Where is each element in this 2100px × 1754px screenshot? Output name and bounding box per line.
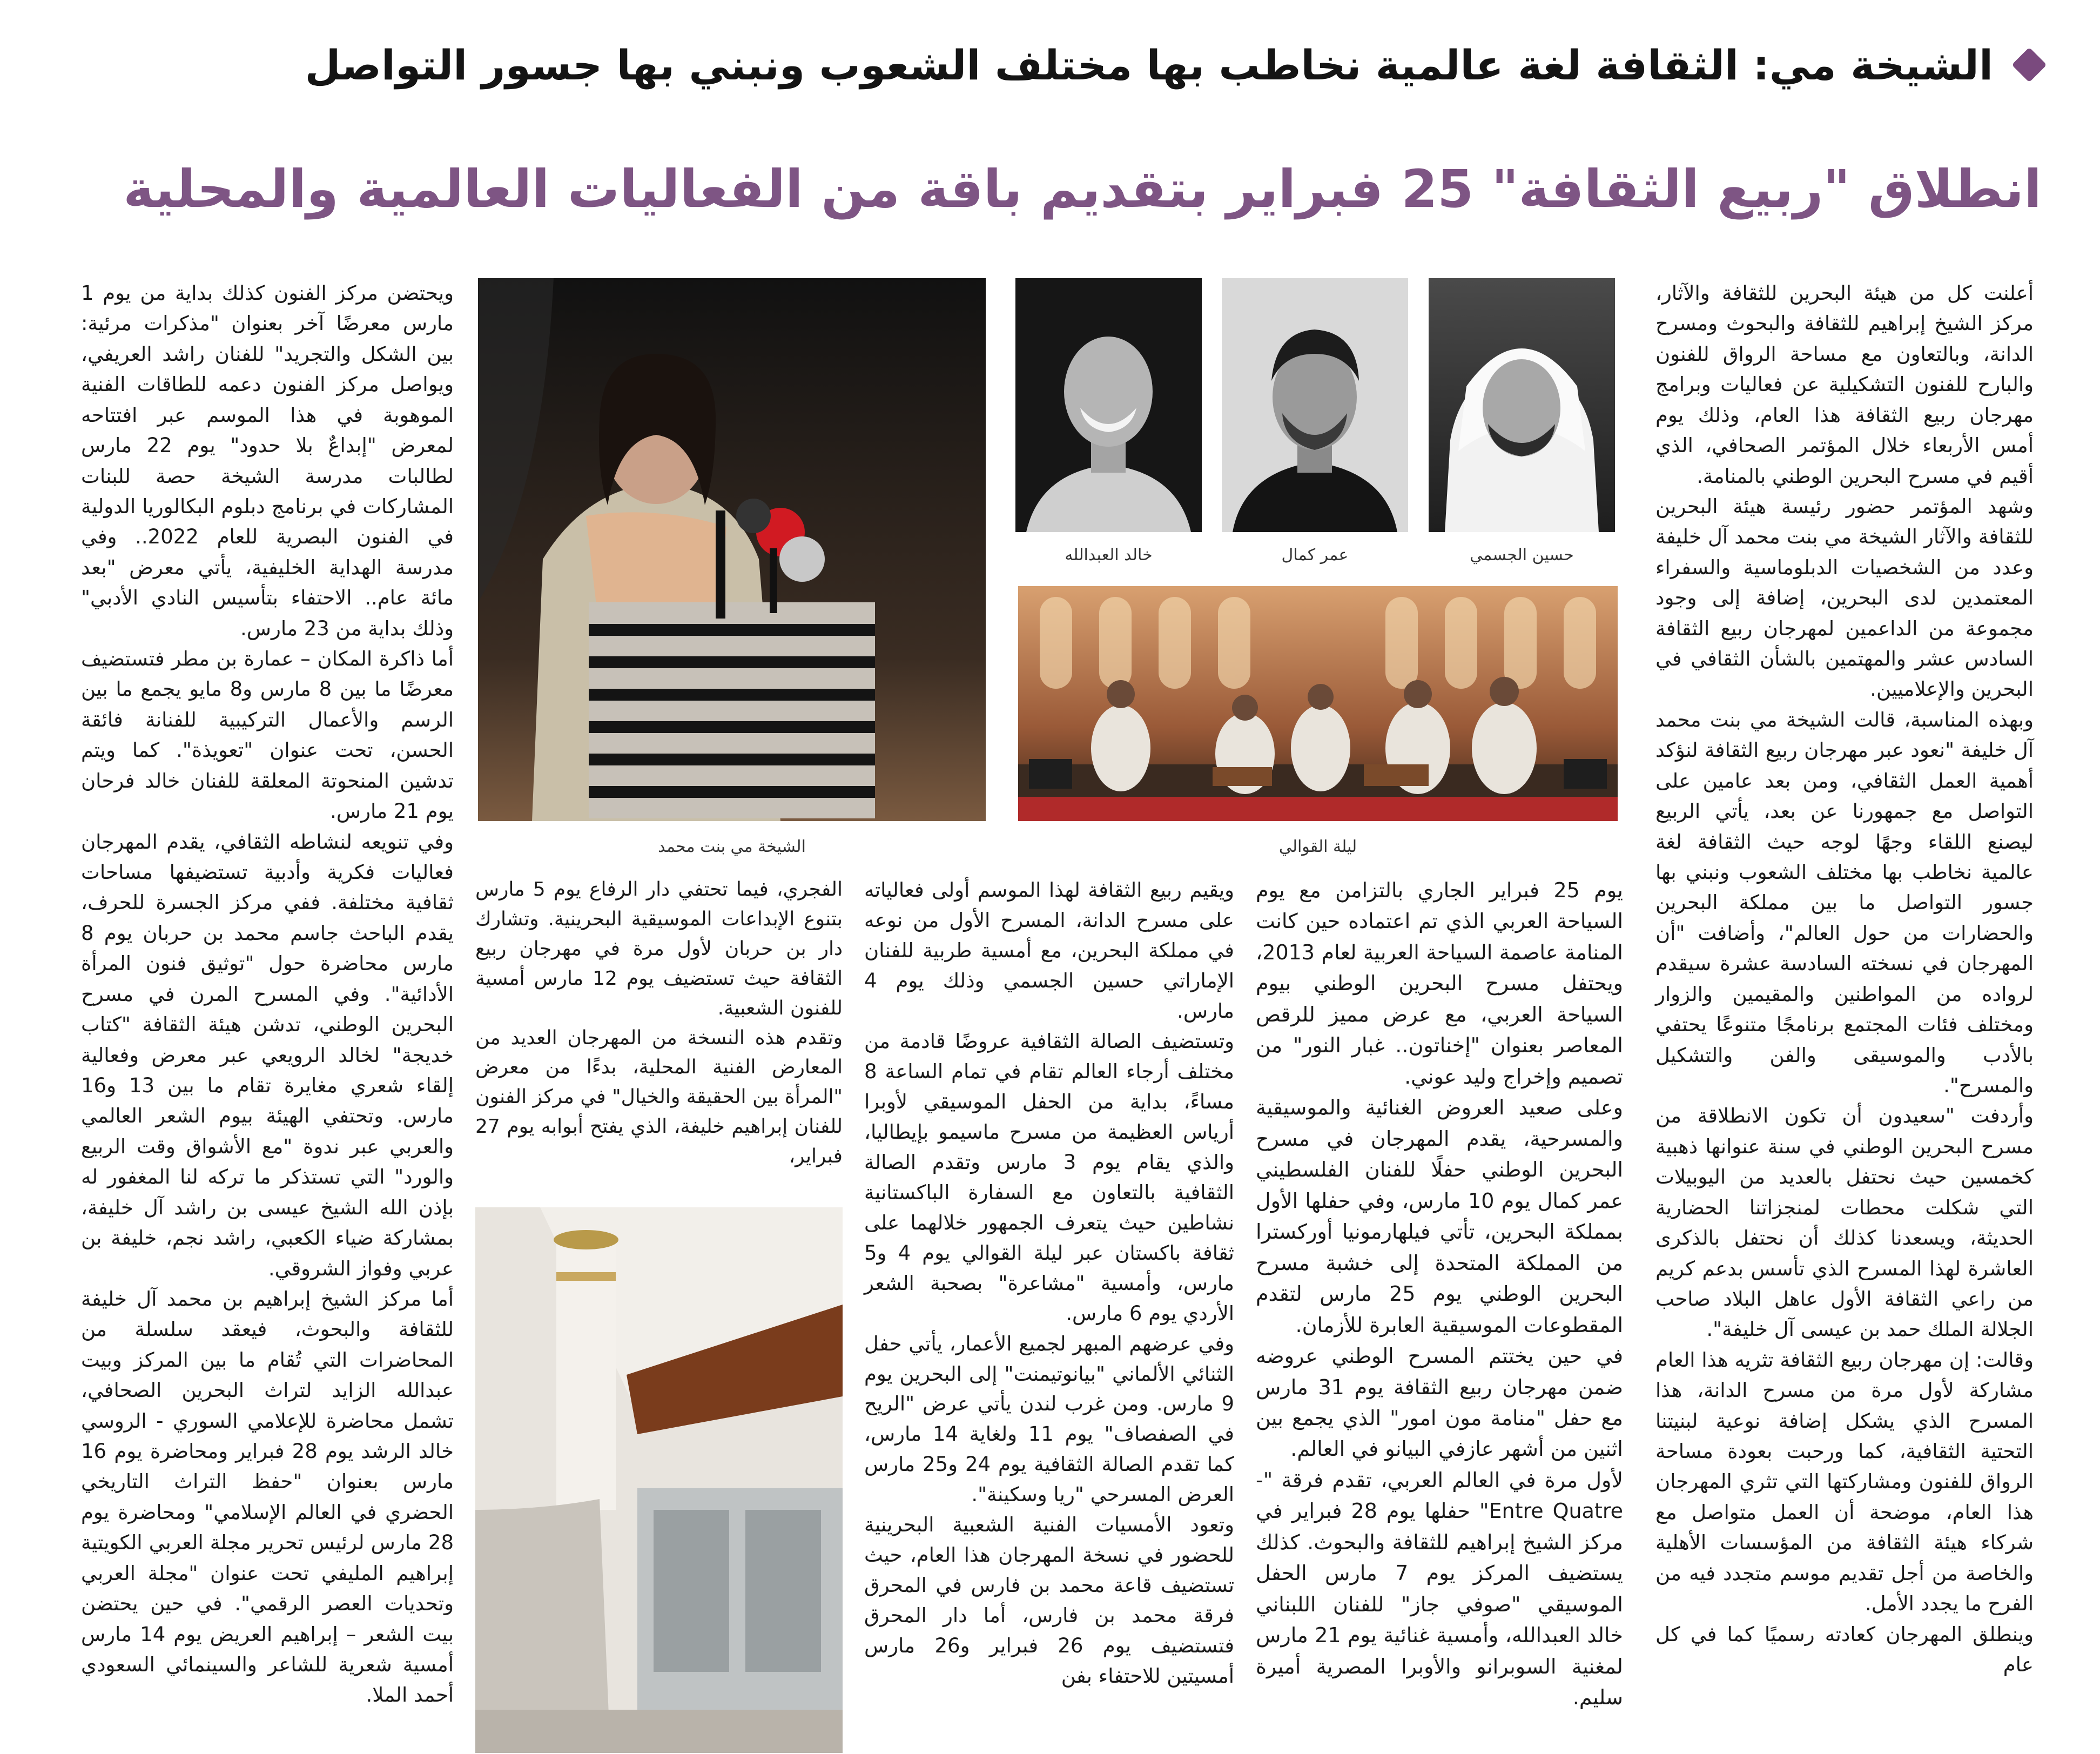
paragraph: أما ذاكرة المكان – عمارة بن مطر فتستضيف معرضًا ما بين 8 مارس و8 مايو يجمع ما بين الرسم والأعمال التركيبية للفنانة فائقة الحسن، تحت عنوان "تعويذة". كما ويتم تدشين المنحوتة المعلقة للفنان خالد فرحان يوم 21 مارس. [81, 647, 454, 823]
paragraph: وينطلق المهرجان كعادته رسميًا كما في كل عام [1655, 1622, 2034, 1676]
caption-qawwali: ليلة القوالي [1278, 837, 1357, 856]
paragraph: وتقدم هذه النسخة من المهرجان العديد من المعارض الفنية المحلية، بدءًا من معرض "المرأة بين الحقيقة والخيال" في مركز الفنون للفنان إبراهيم خليفة، الذي يفتح أبوابه يوم 27 فبراير، [475, 1026, 843, 1168]
paragraph: يوم 25 فبراير الجاري بالتزامن مع يوم السياحة العربي الذي تم اعتماده حين كانت المنامة عاصمة السياحة العربية لعام 2013، ويحتفل مسرح البحرين الوطني بيوم السياحة العربي، مع عرض مميز للرقص المعاصر بعنوان "إخناتون.. غبار النور" من تصميم وإخراج وليد عوني. [1256, 878, 1623, 1088]
portrait-omar-kamal [1222, 278, 1408, 532]
portrait-hussain-aljasmi [1429, 278, 1615, 532]
portrait-khaled-alabdullah [1015, 278, 1202, 532]
paragraph: وشهد المؤتمر حضور رئيسة هيئة البحرين للثقافة والآثار الشيخة مي بنت محمد آل خليفة وعدد من الشخصيات الدبلوماسية والسفراء المعتمدين لدى البحرين، إضافة إلى وجود مجموعة من الداعمين لمهرجان ربيع الثقافة السادس عشر والمهتمين بالشأن الثقافي في البحرين والإعلاميين. [1655, 494, 2034, 701]
paragraph: وأردفت "سعيدون أن تكون الانطلاقة من مسرح البحرين الوطني في سنة عنوانها ذهبية كخمسين حيث نحتفل بالعديد من اليوبيلات التي شكلت محطات لمنجزاتنا الحضارية الحديثة، ويسعدنا كذلك أن نحتفل بالذكرى العاشرة لهذا المسرح الذي تأسس بدعم كريم من راعي الثقافة الأول عاهل البلاد صاحب الجلالة الملك حمد بن عيسى آل خليفة". [1655, 1104, 2034, 1341]
paragraph: وعلى صعيد العروض الغنائية والموسيقية والمسرحية، يقدم المهرجان في مسرح البحرين الوطني حفلًا للفنان الفلسطيني عمر كمال يوم 10 مارس، وفي حفلها الأول بمملكة البحرين، تأتي فيلهارمونيا أوركسترا من المملكة المتحدة إلى خشبة مسرح البحرين الوطني يوم 25 مارس لتقدم المقطوعات الموسيقية العابرة للأزمان. [1256, 1096, 1624, 1337]
paragraph: وقالت: إن مهرجان ربيع الثقافة تثريه هذا العام مشاركة لأول مرة من مسرح الدانة، هذا المسرح الذي يشكل إضافة نوعية لبنيتنا التحتية الثقافية، كما ورحبت بعودة مساحة الرواق للفنون ومشاركتها التي تثري المهرجان هذا العام، موضحة أن العمل متواصل مع شركاء هيئة الثقافة من المؤسسات الأهلية والخاصة من أجل تقديم موسم متجدد فيه من الفرح ما يجدد الأمل. [1655, 1348, 2034, 1616]
paragraph: وبهذه المناسبة، قالت الشيخة مي بنت محمد آل خليفة "نعود عبر مهرجان ربيع الثقافة لنؤكد أهمية العمل الثقافي، ومن بعد عامين على التواصل مع جمهورنا عن بعد، يأتي الربيع ليصنع اللقاء وجهًا لوجه حيث الثقافة لغة عالمية نخاطب بها مختلف الشعوب ونبني بها جسور التواصل ما بين مملكة البحرين والحضارات من حول العالم"، وأضافت "أن المهرجان في نسخته السادسة عشرة سيقدم لرواده من المواطنين والمقيمين والزوار ومختلف فئات المجتمع برنامجًا متنوعًا يحتفي بالأدب والموسيقى والفن والتشكيل والمسرح". [1655, 708, 2034, 1097]
article-column-3 [864, 875, 1234, 1712]
paragraph: ويقيم ربيع الثقافة لهذا الموسم أولى فعالياته على مسرح الدانة، المسرح الأول من نوعه في مملكة البحرين، مع أمسية طربية للفنان الإماراتي حسين الجسمي وذلك يوم 4 مارس. [864, 878, 1234, 1023]
article-column-4 [475, 875, 843, 1178]
paragraph: ويحتضن مركز الفنون كذلك بداية من يوم 1 مارس معرضًا آخر بعنوان "مذكرات مرئية: بين الشكل والتجريد" للفنان راشد العريفي، ويواصل مركز الفنون دعمه للطاقات الفنية الموهوبة في هذا الموسم عبر افتتاحه لمعرض "إبداعٌ بلا حدود" يوم 22 مارس لطالبات مدرسة الشيخة حصة للبنات المشاركات في برنامج دبلوم البكالوريا الدولية في الفنون البصرية للعام 2022.. وفي مدرسة الهداية الخليفية، يأتي معرض "بعد مائة عام.. الاحتفاء بتأسيس النادي الأدبي" وذلك بداية من 23 مارس. [81, 281, 454, 640]
kicker-line [270, 30, 2042, 100]
paragraph: الفجري، فيما تحتفي دار الرفاع يوم 5 مارس بتنوع الإبداعات الموسيقية البحرينية. وتشارك دار بن حربان لأول مرة في مهرجان ربيع الثقافة حيث تستضيف يوم 12 مارس أمسية للفنون الشعبية. [475, 878, 843, 1019]
qawwali-night-photo [1018, 586, 1618, 821]
article-column-5 [81, 278, 454, 1710]
architecture-photo [475, 1207, 843, 1753]
headline: انطلاق "ربيع الثقافة" 25 فبراير بتقديم باقة من الفعاليات العالمية والمحلية [123, 159, 2042, 219]
paragraph: في حين يختتم المسرح الوطني عروضه ضمن مهرجان ربيع الثقافة يوم 31 مارس مع حفل "منامة مون امور" الذي يجمع بين اثنين من أشهر عازفي البيانو في العالم. [1256, 1344, 1623, 1461]
caption-omar: عمر كمال [1281, 546, 1349, 564]
caption-khaled: خالد العبدالله [1065, 546, 1153, 564]
article-column-2 [1256, 875, 1623, 1712]
paragraph: أما مركز الشيخ إبراهيم بن محمد آل خليفة للثقافة والبحوث، فيعقد سلسلة من المحاضرات التي تُقام ما بين المركز وبيت عبدالله الزايد لتراث البحرين الصحافي، تشمل محاضرة للإعلامي السوري - الروسي خالد الرشد يوم 28 فبراير ومحاضرة يوم 16 مارس بعنوان "حفظ التراث التاريخي الحضري في العالم الإسلامي" ومحاضرة يوم 28 مارس لرئيس تحرير مجلة العربي الكويتية إبراهيم المليفي تحت عنوان "مجلة العربي وتحديات العصر الرقمي". في حين يحتضن بيت الشعر – إبراهيم العريض يوم 14 مارس أمسية شعرية للشاعر والسينمائي السعودي أحمد الملا. [81, 1287, 454, 1707]
paragraph: وتعود الأمسيات الفنية الشعبية البحرينية للحضور في نسخة المهرجان هذا العام، حيث تستضيف قاعة محمد بن فارس في المحرق فرقة محمد بن فارس، أما دار المحرق فتستضيف يوم 26 فبراير و26 مارس أمسيتين للاحتفاء بفن [864, 1513, 1235, 1688]
paragraph: أعلنت كل من هيئة البحرين للثقافة والآثار، مركز الشيخ إبراهيم للثقافة والبحوث ومسرح الدانة، وبالتعاون مع مساحة الرواق للفنون والبارح للفنون التشكيلية عن فعاليات وبرامج مهرجان ربيع الثقافة هذا العام، وذلك يوم أمس الأربعاء خلال المؤتمر الصحافي، الذي أقيم في مسرح البحرين الوطني بالمنامة. [1655, 281, 2034, 488]
diamond-bullet-icon [2011, 47, 2047, 82]
paragraph: وتستضيف الصالة الثقافية عروضًا قادمة من مختلف أرجاء العالم تقام في تمام الساعة 8 مساءً، بداية من الحفل الموسيقي لأوبرا أرياس العظيمة من مسرح ماسيمو بإيطاليا، والذي يقام يوم 3 مارس وتقدم الصالة الثقافية بالتعاون مع السفارة الباكستانية نشاطين حيث يتعرف الجمهور خلالهما على ثقافة باكستان عبر ليلة القوالي يوم 4 و5 مارس، وأمسية "مشاعرة" بصحبة الشعر الأردي يوم 6 مارس. [864, 1029, 1234, 1325]
caption-shaikha: الشيخة مي بنت محمد [658, 837, 806, 856]
paragraph: وفي تنويعه لنشاطه الثقافي، يقدم المهرجان فعاليات فكرية وأدبية تستضيفها مساحات ثقافية مختلفة. ففي مركز الجسرة للحرف، يقدم الباحث جاسم محمد بن حربان يوم 8 مارس محاضرة حول "توثيق فنون المرأة الأدائية". وفي المسرح المرن في مسرح البحرين الوطني، تدشن هيئة الثقافة "كتاب خديجة" لخالد الرويعي عبر معرض وفعالية إلقاء شعري مغايرة تقام ما بين 13 و16 مارس. وتحتفي الهيئة بيوم الشعر العالمي والعربي عبر ندوة "مع الأشواق وقت الربيع والورد" التي تستذكر ما تركه لنا المغفور له بإذن الله الشيخ عيسى بن راشد آل خليفة، بمشاركة ضياء الكعبي، راشد نجم، خليفة بن عربي وفواز الشروقي. [81, 830, 454, 1280]
article-column-1 [1655, 278, 2034, 1704]
paragraph: لأول مرة في العالم العربي، تقدم فرقة "-Entre Quatre" حفلها يوم 28 فبراير في مركز الشيخ إبراهيم للثقافة والبحوث. كذلك يستضيف المركز يوم 7 مارس الحفل الموسيقي "صوفي جاز" للفنان اللبناني خالد العبدالله، وأمسية غنائية يوم 21 مارس لمغنية السوبرانو والأوبرا المصرية أميرة سليم. [1256, 1468, 1624, 1710]
kicker-title: الشيخة مي: الثقافة لغة عالمية نخاطب بها مختلف الشعوب ونبني بها جسور التواصل [305, 41, 1993, 89]
paragraph: وفي عرضهم المبهر لجميع الأعمار، يأتي حفل الثنائي الألماني "بيانوتيمنت" إلى البحرين يوم 9 مارس. ومن غرب لندن يأتي عرض "الريح في الصفصاف" يوم 11 ولغاية 14 مارس، كما تقدم الصالة الثقافية يوم 24 و25 مارس العرض المسرحي "ريا وسكينة". [864, 1332, 1234, 1507]
caption-hussain: حسين الجسمي [1470, 546, 1574, 564]
shaikha-mai-photo [478, 278, 986, 821]
